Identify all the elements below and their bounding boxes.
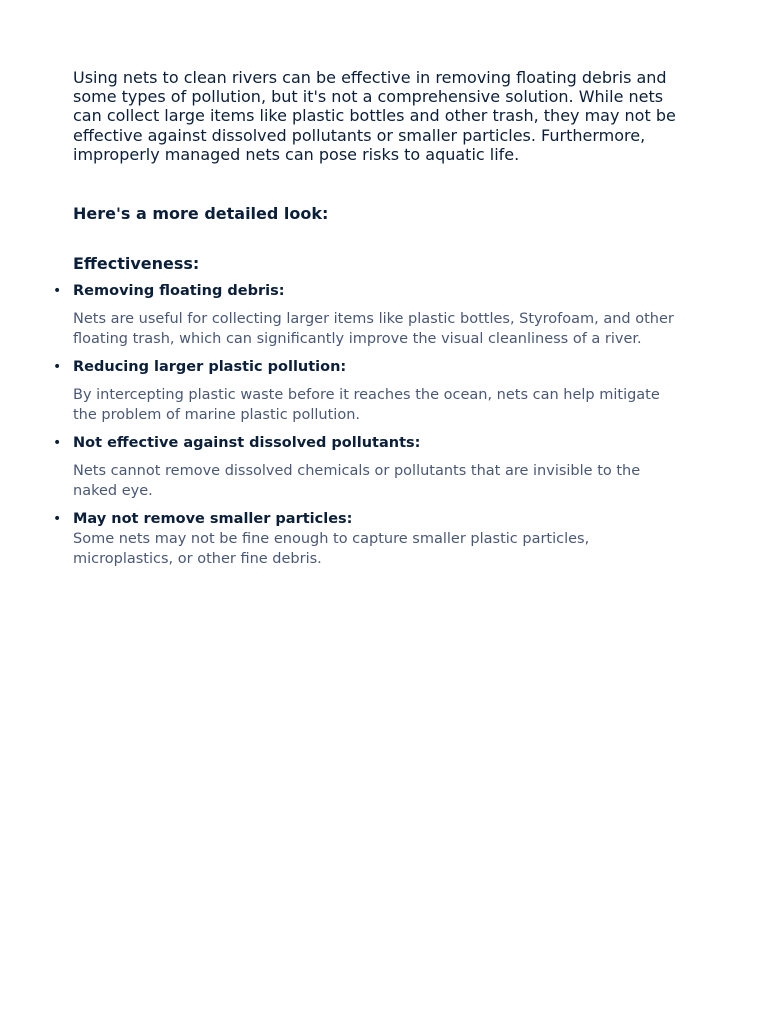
list-item: [53, 510, 688, 569]
list-item-description: Some nets may not be fine enough to capture smaller plastic particles, microplastics, or other fine debris.: [73, 531, 590, 568]
list-item: [53, 434, 688, 501]
list-item: [53, 358, 688, 425]
effectiveness-heading: Effectiveness:: [73, 254, 200, 274]
article-content: [53, 68, 688, 578]
list-item-title: Not effective against dissolved pollutants:: [73, 435, 421, 452]
list-item-title: Removing floating debris:: [73, 283, 285, 300]
list-item-description: By intercepting plastic waste before it reaches the ocean, nets can help mitigate the problem of marine plastic pollution.: [73, 387, 660, 424]
bullet-icon: •: [53, 359, 62, 376]
intro-paragraph: Using nets to clean rivers can be effective in removing floating debris and some types of pollution, but it's not a comprehensive solution. While nets can collect large items like plastic bottles and other trash, they may not be effective against dissolved pollutants or smaller particles. Furthermore, improperly managed nets can pose risks to aquatic life.: [73, 68, 676, 164]
effectiveness-list: [53, 282, 688, 569]
bullet-icon: •: [53, 511, 62, 528]
list-item-description: Nets are useful for collecting larger items like plastic bottles, Styrofoam, and other floating trash, which can significantly improve the visual cleanliness of a river.: [73, 311, 674, 348]
list-item-title: Reducing larger plastic pollution:: [73, 359, 347, 376]
list-item-title: May not remove smaller particles:: [73, 511, 353, 528]
bullet-icon: •: [53, 283, 62, 300]
bullet-icon: •: [53, 435, 62, 452]
list-item-description: Nets cannot remove dissolved chemicals or pollutants that are invisible to the naked eye.: [73, 463, 641, 500]
detailed-look-heading: Here's a more detailed look:: [73, 204, 329, 224]
list-item: [53, 282, 688, 349]
